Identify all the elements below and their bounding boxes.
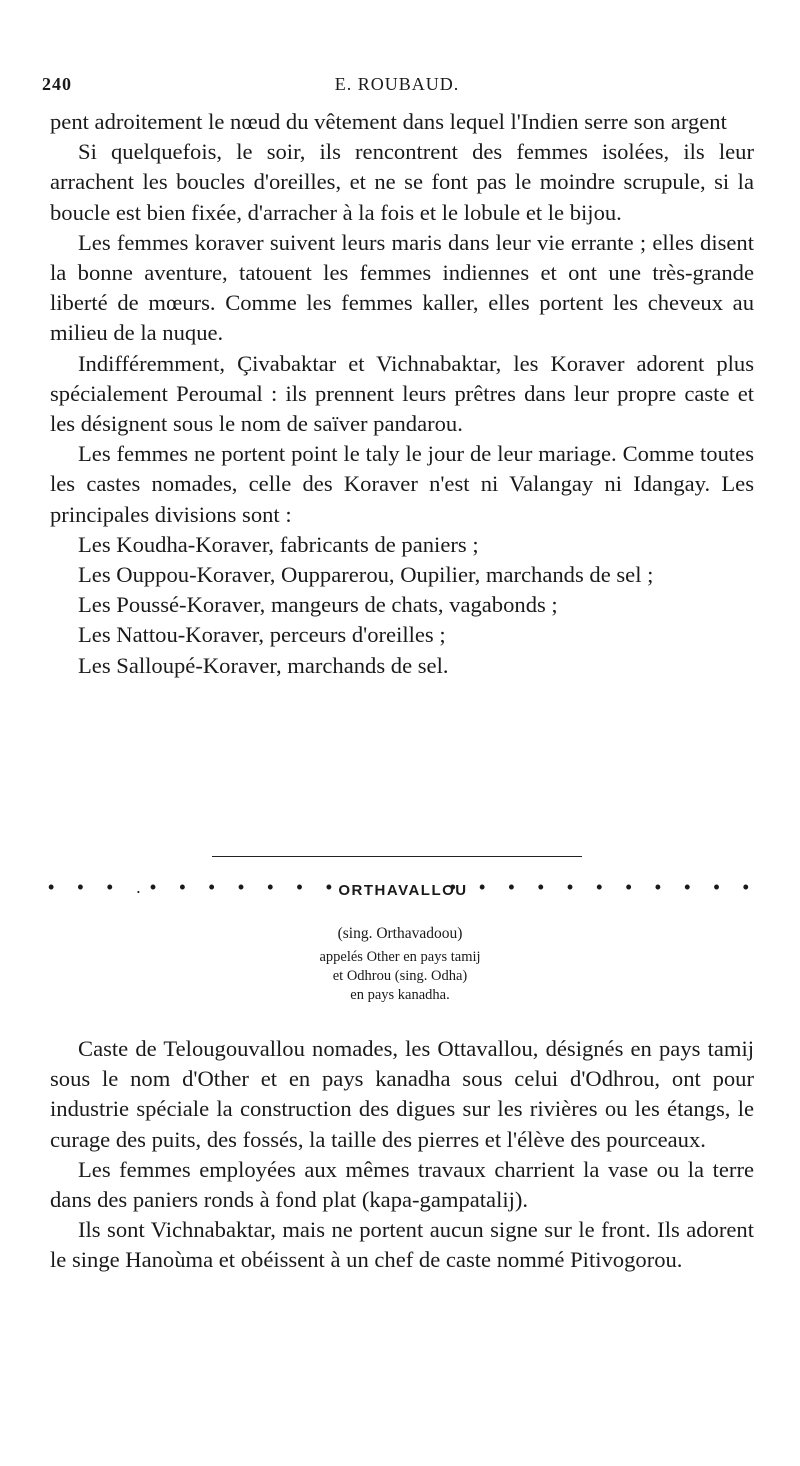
page-header (42, 66, 752, 100)
body-text-orthavallou (50, 1034, 754, 1276)
section-singular: (sing. Orthavadoou) (337, 925, 463, 942)
paragraph: Les femmes koraver suivent leurs maris dans leur vie errante ; elles disent la bonne aventure, tatouent les femmes indiennes et ont une très-grande liberté de mœurs. Comme les femmes kaller, elles portent les cheveux au milieu de la nuque. (50, 229, 754, 346)
division-item: Les Ouppou-Koraver, Oupparerou, Oupilier, marchands de sel ; (78, 562, 654, 588)
paragraph: Indifféremment, Çivabaktar et Vichnabaktar, les Koraver adorent plus spécialement Peroumal : ils prennent leurs prêtres dans leur propre caste et les désignent sous le nom de saïver pandarou. (50, 350, 754, 437)
division-item: Les Koudha-Koraver, fabricants de paniers ; (78, 531, 479, 557)
paragraph: Les femmes ne portent point le taly le jour de leur mariage. Comme toutes les castes nomades, celle des Koraver n'est ni Valangay ni Idangay. Les principales divisions sont : (50, 441, 754, 527)
paragraph: Si quelquefois, le soir, ils rencontrent des femmes isolées, ils leur arrachent les boucles d'oreilles, et ne se font pas le moindre scrupule, si la boucle est bien fixée, d'arracher à la fois et le lobule et le bijou. (50, 139, 754, 225)
division-item: Les Nattou-Koraver, perceurs d'oreilles ; (78, 622, 446, 648)
section-heading-row (48, 877, 758, 901)
section-title: ORTHAVALLOU (338, 882, 468, 899)
section-subtitle-line: appelés Other en pays tamij (319, 949, 481, 965)
division-item: Les Salloupé-Koraver, marchands de sel. (78, 652, 449, 678)
page-number: 240 (42, 74, 72, 94)
body-text-koraver (50, 107, 754, 681)
section-subtitle-line: en pays kanadha. (350, 987, 450, 1003)
paragraph: Caste de Telougouvallou nomades, les Ottavallou, désignés en pays tamij sous le nom d'Other et en pays kanadha sous celui d'Odhrou, ont pour industrie spéciale la construction des digues sur les rivières ou les étangs, le curage des puits, des fossés, la taille des pierres et l'élève des pourceaux. (50, 1036, 754, 1152)
leader-dots-right: • • • • • • • • • • • (449, 877, 758, 897)
paragraph: pent adroitement le nœud du vêtement dans lequel l'Indien serre son argent (50, 109, 727, 134)
section-divider (212, 856, 582, 857)
division-item: Les Poussé-Koraver, mangeurs de chats, vagabonds ; (78, 592, 558, 618)
section-subtitle-line: et Odhrou (sing. Odha) (332, 968, 468, 984)
paragraph: Ils sont Vichnabaktar, mais ne portent aucun signe sur le front. Ils adorent le singe Hanoùma et obéissent à un chef de caste nommé Pitivogorou. (50, 1217, 754, 1273)
leader-dots-left: • • • .• • • • • • • (48, 877, 342, 897)
paragraph: Les femmes employées aux mêmes travaux charrient la vase ou la terre dans des paniers ronds à fond plat (kapa-gampatalij). (50, 1156, 754, 1213)
running-head: E. ROUBAUD. (334, 74, 460, 94)
